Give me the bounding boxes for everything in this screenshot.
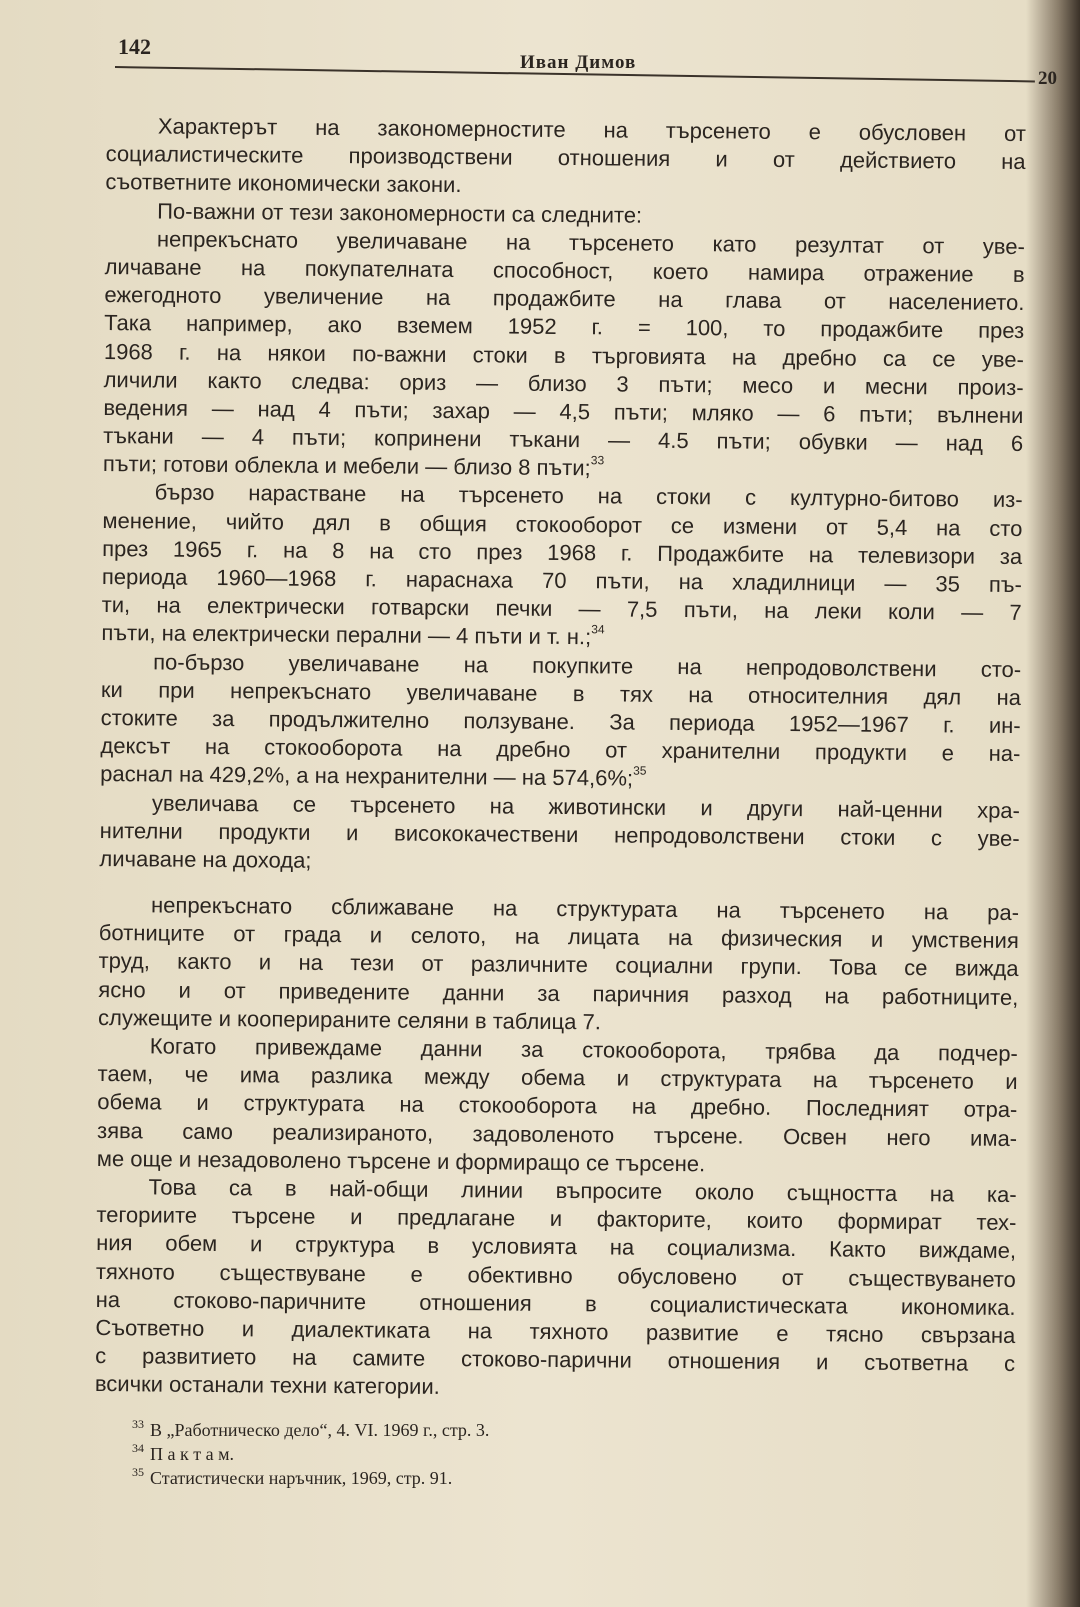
footnote-ref: 35 <box>633 763 647 779</box>
line-text: с развитието на самите стоково-парични отношения и съответна с <box>95 1343 1016 1377</box>
footnote-number: 35 <box>132 1465 144 1479</box>
line-text: ме още и незадоволено търсене и формиращо се търсене. <box>96 1145 706 1177</box>
body-text <box>95 112 1026 1406</box>
line-text: тъкани — 4 пъти; копринени тъкани — 4.5 пъти; обувки — над 6 <box>103 423 1024 457</box>
footnote-text: Статистически наръчник, 1969, стр. 91. <box>150 1468 453 1488</box>
footnote-text: П а к т а м. <box>150 1444 234 1464</box>
line-text: периода 1960—1968 г. нараснаха 70 пъти, на хладилници — 35 пъ- <box>101 563 1023 598</box>
line-text: през 1965 г. на 8 на сто през 1968 г. Продажбите на телевизори за <box>102 535 1023 569</box>
line-text: тегориите търсене и предлагане и факторите, които формират тех- <box>96 1202 1017 1236</box>
line-text: непрекъснато увеличаване на търсенето като резултат от уве- <box>156 226 1025 259</box>
line-text: личили както следва: ориз — близо 3 пъти; месо и месни произ- <box>103 366 1024 400</box>
paragraph <box>103 225 1025 487</box>
running-title: Иван Димов <box>520 52 637 73</box>
line-text: дексът на стокооборота на дребно от хранителни продукти е на- <box>100 733 1021 767</box>
line-text: ведения — над 4 пъти; захар — 4,5 пъти; мляко — 6 пъти; вълнени <box>103 394 1024 428</box>
line-text: увеличава се търсенето на животински и други най-ценни хра- <box>151 789 1021 823</box>
footnotes <box>132 1418 489 1490</box>
line-text: Това са в най-общи линии въпросите около същността на ка- <box>148 1174 1017 1207</box>
facing-page-number: 20 <box>1038 68 1057 89</box>
line-text: менение, чийто дял в общия стокооборот се измени от 5,4 на сто <box>102 507 1023 541</box>
line-text: зява само реализираното, задоволеното търсене. Освен него има- <box>97 1117 1018 1151</box>
line-text: стоките за продължително ползуване. За периода 1952—1967 г. ин- <box>100 704 1021 738</box>
line-text: личаване на покупателната способност, което намира отражение в <box>104 253 1025 287</box>
line-text: нителни продукти и висококачествени непродоволствени стоки с уве- <box>99 817 1020 851</box>
footnote-ref: 33 <box>590 453 605 468</box>
paragraph <box>100 648 1021 797</box>
line-text: социалистическите производствени отношения и от действието на <box>105 141 1026 175</box>
line-text: ясно и от приведените данни за паричния разход на работниците, <box>98 976 1019 1010</box>
footnote-number: 33 <box>132 1417 144 1431</box>
line-text: По-важни от тези закономерности са следните: <box>157 198 643 228</box>
line-text: таем, че има разлика между обема и структурата на търсенето и <box>97 1061 1018 1095</box>
line-text: всички останали техни категории. <box>94 1371 440 1400</box>
line-text: ки при непрекъснато увеличаване в тях на относителния дял на <box>100 676 1022 710</box>
line-text: ботниците от града и селото, на лицата на физическия и умствения <box>98 920 1019 954</box>
line-text: на стоково-паричните отношения в социалистическата икономика. <box>95 1286 1016 1320</box>
footnote-ref: 34 <box>591 622 605 637</box>
line-text: раснал на 429,2%, а на нехранителни — на 574,6%; <box>100 761 634 791</box>
paragraph <box>97 1032 1018 1181</box>
line-text: по-бързо увеличаване на покупките на непродоволствени сто- <box>153 648 1022 682</box>
line-text: личаване на дохода; <box>99 845 312 873</box>
paragraph <box>105 112 1026 205</box>
line-text: 1968 г. на някои по-важни стоки в търговията на дребно са се уве- <box>103 338 1024 372</box>
line-text: непрекъснато сближаване на структурата на търсенето на ра- <box>150 892 1020 926</box>
line-text: служещите и кооперираните селяни в таблица 7. <box>97 1004 602 1035</box>
paragraph <box>95 1173 1017 1407</box>
line-text: пъти, на електрически перални — 4 пъти и т. н.; <box>101 620 592 650</box>
line-text: ния обем и структура в условията на социализма. Както виждаме, <box>96 1230 1017 1264</box>
line-text: съответните икономически закони. <box>105 169 462 198</box>
paragraph <box>98 891 1019 1040</box>
footnote-text: В „Работническо дело“, 4. VI. 1969 г., стр. 3. <box>150 1420 490 1440</box>
line-text: ежегодното увеличение на продажбите на глава от населението. <box>104 282 1025 316</box>
footnote-number: 34 <box>132 1441 144 1455</box>
footnote <box>132 1442 489 1466</box>
line-text: обема и структурата на стокооборота на дребно. Последният отра- <box>97 1089 1018 1123</box>
footnote <box>132 1418 489 1442</box>
line-text: Съответно и диалектиката на тяхното развитие е тясно свързана <box>95 1314 1016 1348</box>
line-text: Характерът на закономерностите на търсенето е обусловен от <box>157 113 1026 147</box>
line-text: труд, както и на тези от различните социални групи. Това се вижда <box>98 948 1019 982</box>
paragraph <box>99 788 1020 881</box>
line-text: Така например, ако вземем 1952 г. = 100, то продажбите през <box>104 310 1025 344</box>
line-text: бързо нарастване на търсенето на стоки с културно-битово из- <box>154 479 1023 513</box>
page-number: 142 <box>118 34 151 59</box>
line-text: Когато привеждаме данни за стокооборота, трябва да подчер- <box>149 1033 1018 1066</box>
footnote <box>132 1466 489 1490</box>
paragraph <box>101 478 1022 655</box>
line-text: ти, на електрически готварски печки — 7,5 пъти, на леки коли — 7 <box>101 592 1022 626</box>
line-text: тяхното съществуване е обективно обусловено от съществуването <box>95 1258 1016 1292</box>
line-text: пъти; готови облекла и мебели — близо 8 пъти; <box>102 451 591 481</box>
